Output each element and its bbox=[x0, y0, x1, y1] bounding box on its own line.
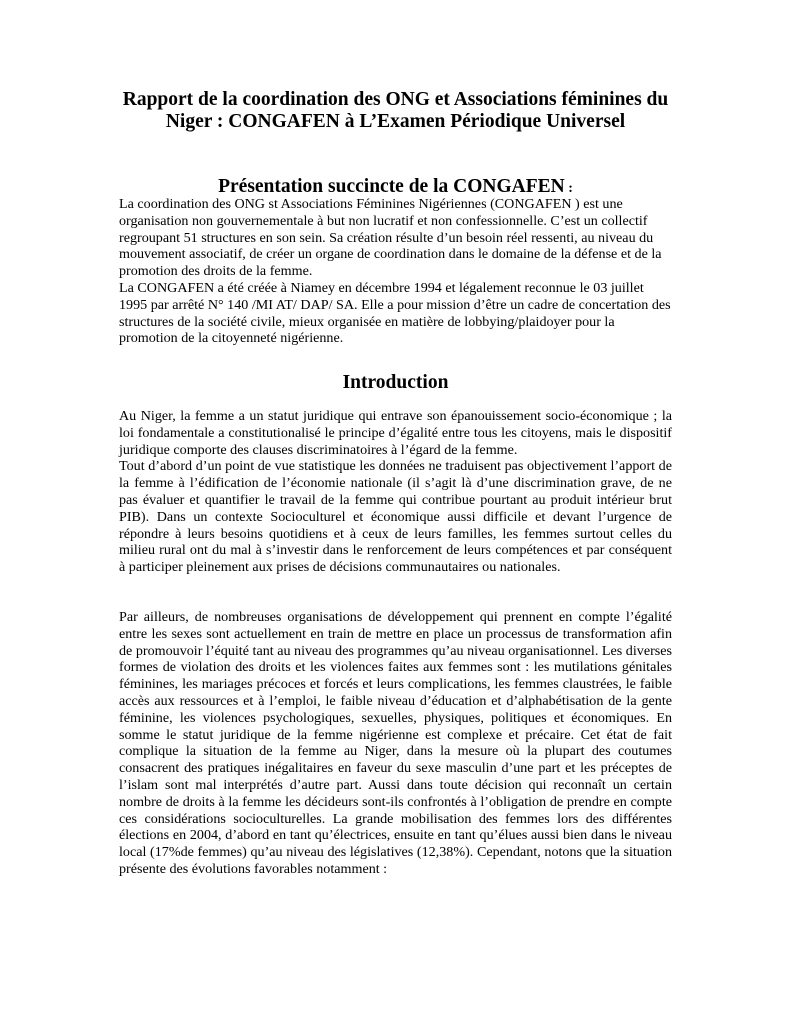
introduction-paragraph-3: Par ailleurs, de nombreuses organisations de développement qui prennent en compte l’égalité entre les sexes sont actuellement en train de mettre en place un processus de transformation afin de promouvoir l’équité tant au niveau des programmes qu’au niveau organisationnel. Les diverses formes de violation des droits et les violences faites aux femmes sont : les mutilations génitales féminines, les mariages précoces et forcés et leurs complications, les femmes claustrées, le faible accès aux ressources et à l’emploi, le faible niveau d’éducation et d’alphabétisation de la gente féminine, les violences psychologiques, sexuelles, physiques, politiques et économiques. En somme le statut juridique de la femme nigérienne est complexe et précaire. Cet état de fait complique la situation de la femme au Niger, dans la mesure où la plupart des coutumes consacrent des pratiques inégalitaires en faveur du sexe masculin d’une part et les préceptes de l’islam sont mal interprétés d’autre part. Aussi dans toute décision qui reconnaît un certain nombre de droits à la femme les décideurs sont-ils confrontés à l’obligation de prendre en compte ces considérations socioculturelles. La grande mobilisation des femmes lors des différentes élections en 2004, d’abord en tant qu’électrices, ensuite en tant qu’élues aussi bien dans le niveau local (17%de femmes) qu’au niveau des législatives (12,38%). Cependant, notons que la situation présente des évolutions favorables notamment : bbox=[119, 609, 672, 877]
introduction-paragraph-1: Au Niger, la femme a un statut juridique qui entrave son épanouissement socio-économique ; la loi fondamentale a constitutionalisé le principe d’égalité entre tous les citoyens, mais le dispositif juridique comporte des clauses discriminatoires à l’égard de la femme. bbox=[119, 408, 672, 458]
introduction-paragraph-2: Tout d’abord d’un point de vue statistique les données ne traduisent pas objectivement l’apport de la femme à l’édification de l’économie nationale (il s’agit là d’une discrimination grave, de ne pas évaluer et quantifier le travail de la femme qui contribue pourtant au produit intérieur brut PIB). Dans un contexte Socioculturel et économique aussi difficile et devant l’urgence de répondre à leurs besoins quotidiens et à ceux de leurs familles, les femmes surtout celles du milieu rural ont du mal à s’investir dans le renforcement de leurs compétences et par conséquent à participer pleinement aux prises de décisions communautaires ou nationales. bbox=[119, 458, 672, 576]
introduction-body-part-1 bbox=[119, 408, 672, 576]
introduction-heading: Introduction bbox=[342, 372, 449, 393]
presentation-heading-text: Présentation succincte de la CONGAFEN bbox=[218, 176, 565, 197]
presentation-body bbox=[119, 196, 672, 347]
document-title: Rapport de la coordination des ONG et Associations féminines du Niger : CONGAFEN à L’Examen Périodique Universel bbox=[122, 89, 669, 132]
presentation-paragraph-1: La coordination des ONG st Associations Féminines Nigériennes (CONGAFEN ) est une organisation non gouvernementale à but non lucratif et non confessionnelle. C’est un collectif regroupant 51 structures en son sein. Sa création résulte d’un besoin réel ressenti, au niveau du mouvement associatif, de créer un organe de coordination dans le domaine de la défense et de la promotion des droits de la femme. bbox=[119, 196, 662, 280]
presentation-heading-colon: : bbox=[564, 181, 573, 196]
presentation-paragraph-2: La CONGAFEN a été créée à Niamey en décembre 1994 et légalement reconnue le 03 juillet 1995 par arrêté N° 140 /MI AT/ DAP/ SA. Elle a pour mission d’être un cadre de concertation des structures de la société civile, mieux organisée en matière de lobbying/plaidoyer pour la promotion de la citoyenneté nigérienne. bbox=[119, 279, 671, 347]
introduction-body-part-2 bbox=[119, 609, 672, 878]
